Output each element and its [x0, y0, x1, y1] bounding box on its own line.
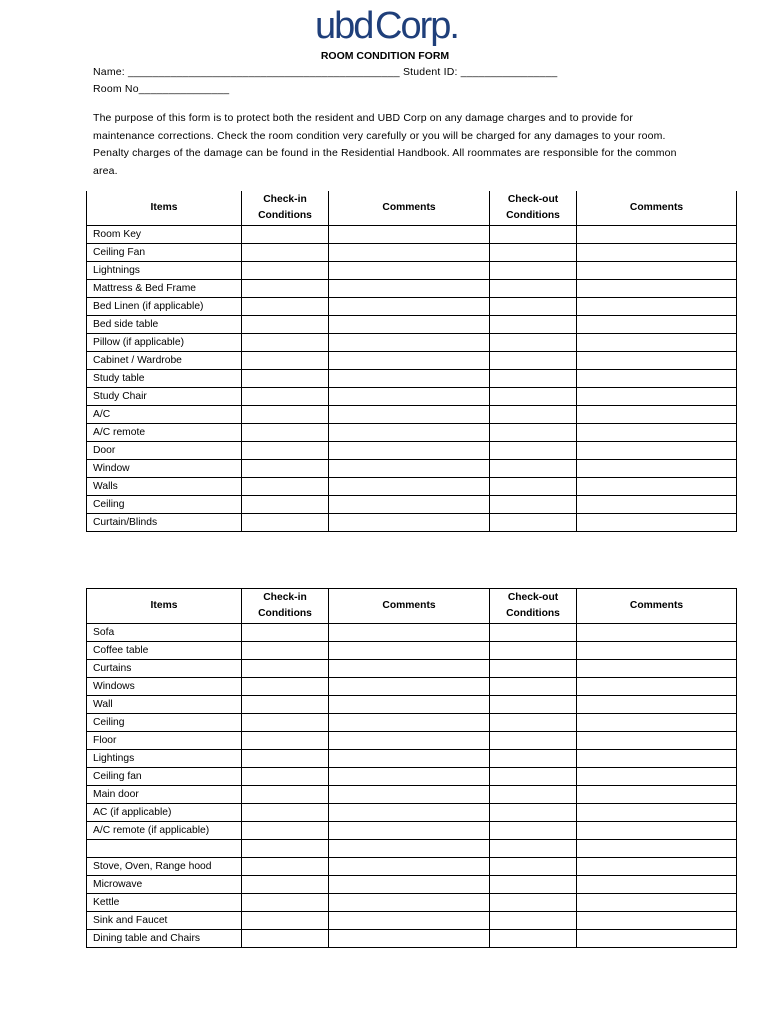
table-row	[87, 298, 737, 316]
item-name: Bed side table	[87, 316, 242, 334]
checkout-comments-cell[interactable]	[577, 660, 737, 678]
checkout-comments-cell[interactable]	[577, 262, 737, 280]
table-header-row	[87, 589, 737, 624]
table-row	[87, 406, 737, 424]
checkout-comments-cell[interactable]	[577, 316, 737, 334]
checkout-condition-cell[interactable]	[490, 642, 577, 660]
checkout-condition-cell[interactable]	[490, 478, 577, 496]
checkin-condition-cell[interactable]	[242, 624, 329, 642]
table-row	[87, 678, 737, 696]
checkin-condition-cell[interactable]	[242, 768, 329, 786]
checkin-comments-cell[interactable]	[329, 696, 490, 714]
table-row	[87, 496, 737, 514]
checkout-comments-cell[interactable]	[577, 406, 737, 424]
checkin-condition-cell[interactable]	[242, 678, 329, 696]
checkin-comments-cell[interactable]	[329, 226, 490, 244]
checkout-condition-cell[interactable]	[490, 660, 577, 678]
checkin-comments-cell[interactable]	[329, 442, 490, 460]
checkout-comments-cell[interactable]	[577, 786, 737, 804]
checkin-comments-cell[interactable]	[329, 478, 490, 496]
checkout-comments-cell[interactable]	[577, 514, 737, 532]
checkin-comments-cell[interactable]	[329, 496, 490, 514]
checkin-comments-cell[interactable]	[329, 858, 490, 876]
checkin-condition-cell[interactable]	[242, 894, 329, 912]
room-items-table	[86, 191, 737, 532]
checkout-comments-cell[interactable]	[577, 334, 737, 352]
checkout-condition-cell[interactable]	[490, 930, 577, 948]
table-row	[87, 804, 737, 822]
checkin-condition-cell[interactable]	[242, 226, 329, 244]
checkout-condition-cell[interactable]	[490, 334, 577, 352]
table-row	[87, 894, 737, 912]
item-name: Curtain/Blinds	[87, 514, 242, 532]
checkin-condition-cell[interactable]	[242, 822, 329, 840]
table-row	[87, 370, 737, 388]
checkin-comments-cell[interactable]	[329, 624, 490, 642]
checkin-condition-cell[interactable]	[242, 370, 329, 388]
ubd-corp-logo	[0, 2, 770, 46]
checkout-comments-cell[interactable]	[577, 298, 737, 316]
item-name: Coffee table	[87, 642, 242, 660]
checkin-condition-cell[interactable]	[242, 388, 329, 406]
table-row	[87, 822, 737, 840]
item-name: A/C	[87, 406, 242, 424]
table-row	[87, 840, 737, 858]
item-name: Room Key	[87, 226, 242, 244]
checkin-comments-cell[interactable]	[329, 334, 490, 352]
item-name: A/C remote (if applicable)	[87, 822, 242, 840]
checkin-condition-cell[interactable]	[242, 460, 329, 478]
table-row	[87, 442, 737, 460]
table-row	[87, 388, 737, 406]
table-row	[87, 732, 737, 750]
header-checkin: Check-in Conditions	[242, 589, 329, 624]
checkin-condition-cell[interactable]	[242, 840, 329, 858]
item-name: Study Chair	[87, 388, 242, 406]
checkout-condition-cell[interactable]	[490, 624, 577, 642]
checkin-condition-cell[interactable]	[242, 496, 329, 514]
table-row	[87, 786, 737, 804]
checkout-condition-cell[interactable]	[490, 894, 577, 912]
checkout-condition-cell[interactable]	[490, 912, 577, 930]
table-row	[87, 660, 737, 678]
checkout-condition-cell[interactable]	[490, 858, 577, 876]
checkout-condition-cell[interactable]	[490, 696, 577, 714]
table-row	[87, 244, 737, 262]
checkout-comments-cell[interactable]	[577, 460, 737, 478]
checkin-comments-cell[interactable]	[329, 714, 490, 732]
room-items-body	[87, 226, 737, 532]
checkout-condition-cell[interactable]	[490, 262, 577, 280]
checkout-comments-cell[interactable]	[577, 244, 737, 262]
item-name: Windows	[87, 678, 242, 696]
table-row	[87, 930, 737, 948]
checkin-comments-cell[interactable]	[329, 768, 490, 786]
checkout-comments-cell[interactable]	[577, 370, 737, 388]
header-checkout: Check-out Conditions	[490, 589, 577, 624]
checkin-comments-cell[interactable]	[329, 786, 490, 804]
checkin-comments-cell[interactable]	[329, 262, 490, 280]
checkout-comments-cell[interactable]	[577, 840, 737, 858]
item-name: Floor	[87, 732, 242, 750]
table-row	[87, 514, 737, 532]
table-row	[87, 280, 737, 298]
checkout-condition-cell[interactable]	[490, 388, 577, 406]
checkout-comments-cell[interactable]	[577, 352, 737, 370]
item-name: Dining table and Chairs	[87, 930, 242, 948]
table-row	[87, 478, 737, 496]
checkin-condition-cell[interactable]	[242, 424, 329, 442]
table-row	[87, 352, 737, 370]
checkout-condition-cell[interactable]	[490, 514, 577, 532]
checkout-comments-cell[interactable]	[577, 894, 737, 912]
name-student-id-line[interactable]: Name: _____________________________________________ Student ID: ________________	[93, 66, 558, 78]
checkin-condition-cell[interactable]	[242, 298, 329, 316]
checkout-comments-cell[interactable]	[577, 478, 737, 496]
checkin-condition-cell[interactable]	[242, 786, 329, 804]
table-row	[87, 750, 737, 768]
checkin-condition-cell[interactable]	[242, 406, 329, 424]
checkout-comments-cell[interactable]	[577, 624, 737, 642]
checkin-comments-cell[interactable]	[329, 514, 490, 532]
table-row	[87, 226, 737, 244]
checkout-comments-cell[interactable]	[577, 876, 737, 894]
item-name: Window	[87, 460, 242, 478]
checkin-condition-cell[interactable]	[242, 442, 329, 460]
checkin-comments-cell[interactable]	[329, 894, 490, 912]
item-name: A/C remote	[87, 424, 242, 442]
item-name: Ceiling	[87, 714, 242, 732]
item-name: Sofa	[87, 624, 242, 642]
table-row	[87, 460, 737, 478]
item-name: Study table	[87, 370, 242, 388]
logo-graphic	[305, 2, 465, 46]
item-name: Lightings	[87, 750, 242, 768]
common-area-body	[87, 624, 737, 948]
header-comments: Comments	[329, 191, 490, 226]
item-name: Walls	[87, 478, 242, 496]
item-name: Wall	[87, 696, 242, 714]
checkin-condition-cell[interactable]	[242, 714, 329, 732]
checkin-condition-cell[interactable]	[242, 478, 329, 496]
item-name: Sink and Faucet	[87, 912, 242, 930]
header-comments-2: Comments	[577, 589, 737, 624]
checkout-comments-cell[interactable]	[577, 388, 737, 406]
checkout-comments-cell[interactable]	[577, 768, 737, 786]
item-name: Ceiling fan	[87, 768, 242, 786]
checkout-comments-cell[interactable]	[577, 678, 737, 696]
table-row	[87, 624, 737, 642]
checkin-comments-cell[interactable]	[329, 460, 490, 478]
checkin-comments-cell[interactable]	[329, 678, 490, 696]
room-number-line[interactable]: Room No_______________	[93, 83, 230, 95]
checkin-comments-cell[interactable]	[329, 280, 490, 298]
checkout-condition-cell[interactable]	[490, 732, 577, 750]
checkin-condition-cell[interactable]	[242, 660, 329, 678]
checkout-condition-cell[interactable]	[490, 460, 577, 478]
checkin-condition-cell[interactable]	[242, 316, 329, 334]
checkout-comments-cell[interactable]	[577, 696, 737, 714]
table-row	[87, 316, 737, 334]
table-row	[87, 334, 737, 352]
checkout-comments-cell[interactable]	[577, 750, 737, 768]
checkout-comments-cell[interactable]	[577, 280, 737, 298]
checkin-comments-cell[interactable]	[329, 388, 490, 406]
header-comments: Comments	[329, 589, 490, 624]
table-row	[87, 912, 737, 930]
checkin-comments-cell[interactable]	[329, 370, 490, 388]
checkin-condition-cell[interactable]	[242, 912, 329, 930]
checkin-condition-cell[interactable]	[242, 876, 329, 894]
checkout-comments-cell[interactable]	[577, 714, 737, 732]
logo-ubd: ubd	[315, 5, 373, 46]
form-title: ROOM CONDITION FORM	[320, 50, 450, 62]
checkout-comments-cell[interactable]	[577, 424, 737, 442]
checkout-condition-cell[interactable]	[490, 678, 577, 696]
checkin-condition-cell[interactable]	[242, 732, 329, 750]
checkin-comments-cell[interactable]	[329, 642, 490, 660]
table-row	[87, 858, 737, 876]
checkin-comments-cell[interactable]	[329, 750, 490, 768]
item-name: Ceiling	[87, 496, 242, 514]
checkout-condition-cell[interactable]	[490, 876, 577, 894]
checkout-condition-cell[interactable]	[490, 750, 577, 768]
checkout-condition-cell[interactable]	[490, 280, 577, 298]
table-row	[87, 714, 737, 732]
checkin-condition-cell[interactable]	[242, 514, 329, 532]
checkout-comments-cell[interactable]	[577, 226, 737, 244]
header-comments-2: Comments	[577, 191, 737, 226]
checkout-comments-cell[interactable]	[577, 858, 737, 876]
checkout-comments-cell[interactable]	[577, 496, 737, 514]
table-row	[87, 876, 737, 894]
checkin-comments-cell[interactable]	[329, 732, 490, 750]
table-header-row	[87, 191, 737, 226]
item-name: Mattress & Bed Frame	[87, 280, 242, 298]
checkout-condition-cell[interactable]	[490, 442, 577, 460]
item-name: Door	[87, 442, 242, 460]
checkout-condition-cell[interactable]	[490, 786, 577, 804]
checkin-condition-cell[interactable]	[242, 930, 329, 948]
checkin-comments-cell[interactable]	[329, 804, 490, 822]
checkout-condition-cell[interactable]	[490, 822, 577, 840]
checkout-condition-cell[interactable]	[490, 496, 577, 514]
item-name: Pillow (if applicable)	[87, 334, 242, 352]
header-checkout: Check-out Conditions	[490, 191, 577, 226]
checkin-comments-cell[interactable]	[329, 840, 490, 858]
checkin-condition-cell[interactable]	[242, 244, 329, 262]
item-name: AC (if applicable)	[87, 804, 242, 822]
checkout-comments-cell[interactable]	[577, 912, 737, 930]
item-name: Curtains	[87, 660, 242, 678]
checkout-condition-cell[interactable]	[490, 352, 577, 370]
checkin-comments-cell[interactable]	[329, 298, 490, 316]
checkout-condition-cell[interactable]	[490, 768, 577, 786]
table-row	[87, 262, 737, 280]
checkout-condition-cell[interactable]	[490, 244, 577, 262]
checkin-condition-cell[interactable]	[242, 262, 329, 280]
checkin-comments-cell[interactable]	[329, 912, 490, 930]
checkout-condition-cell[interactable]	[490, 840, 577, 858]
header-items: Items	[87, 589, 242, 624]
checkout-condition-cell[interactable]	[490, 804, 577, 822]
item-name: Lightnings	[87, 262, 242, 280]
checkin-comments-cell[interactable]	[329, 876, 490, 894]
checkout-comments-cell[interactable]	[577, 804, 737, 822]
checkin-comments-cell[interactable]	[329, 822, 490, 840]
item-name: Kettle	[87, 894, 242, 912]
checkin-condition-cell[interactable]	[242, 696, 329, 714]
header-checkin: Check-in Conditions	[242, 191, 329, 226]
checkin-condition-cell[interactable]	[242, 804, 329, 822]
item-name	[87, 840, 242, 858]
item-name: Main door	[87, 786, 242, 804]
checkin-comments-cell[interactable]	[329, 352, 490, 370]
checkout-comments-cell[interactable]	[577, 930, 737, 948]
table-row	[87, 696, 737, 714]
table-row	[87, 768, 737, 786]
checkin-condition-cell[interactable]	[242, 334, 329, 352]
checkin-comments-cell[interactable]	[329, 424, 490, 442]
checkout-comments-cell[interactable]	[577, 732, 737, 750]
item-name: Cabinet / Wardrobe	[87, 352, 242, 370]
checkin-condition-cell[interactable]	[242, 280, 329, 298]
item-name: Stove, Oven, Range hood	[87, 858, 242, 876]
table-row	[87, 642, 737, 660]
checkin-comments-cell[interactable]	[329, 406, 490, 424]
checkin-comments-cell[interactable]	[329, 244, 490, 262]
checkin-condition-cell[interactable]	[242, 858, 329, 876]
purpose-paragraph: The purpose of this form is to protect both the resident and UBD Corp on any damage charges and to provide for maintenance corrections. Check the room condition very carefully or you will be charged for any damages to your room. Penalty charges of the damage can be found in the Residential Handbook. All roommates are responsible for the common area.	[93, 112, 677, 177]
checkout-condition-cell[interactable]	[490, 226, 577, 244]
checkout-comments-cell[interactable]	[577, 442, 737, 460]
header-items: Items	[87, 191, 242, 226]
checkin-condition-cell[interactable]	[242, 642, 329, 660]
checkout-condition-cell[interactable]	[490, 316, 577, 334]
checkin-comments-cell[interactable]	[329, 930, 490, 948]
common-area-table	[86, 588, 737, 948]
checkout-condition-cell[interactable]	[490, 714, 577, 732]
checkin-comments-cell[interactable]	[329, 316, 490, 334]
checkin-condition-cell[interactable]	[242, 352, 329, 370]
checkout-condition-cell[interactable]	[490, 298, 577, 316]
table-row	[87, 424, 737, 442]
logo-corp: Corp.	[375, 5, 458, 46]
checkout-condition-cell[interactable]	[490, 370, 577, 388]
checkout-comments-cell[interactable]	[577, 822, 737, 840]
item-name: Microwave	[87, 876, 242, 894]
checkin-condition-cell[interactable]	[242, 750, 329, 768]
checkout-condition-cell[interactable]	[490, 406, 577, 424]
checkin-comments-cell[interactable]	[329, 660, 490, 678]
item-name: Ceiling Fan	[87, 244, 242, 262]
item-name: Bed Linen (if applicable)	[87, 298, 242, 316]
checkout-comments-cell[interactable]	[577, 642, 737, 660]
checkout-condition-cell[interactable]	[490, 424, 577, 442]
